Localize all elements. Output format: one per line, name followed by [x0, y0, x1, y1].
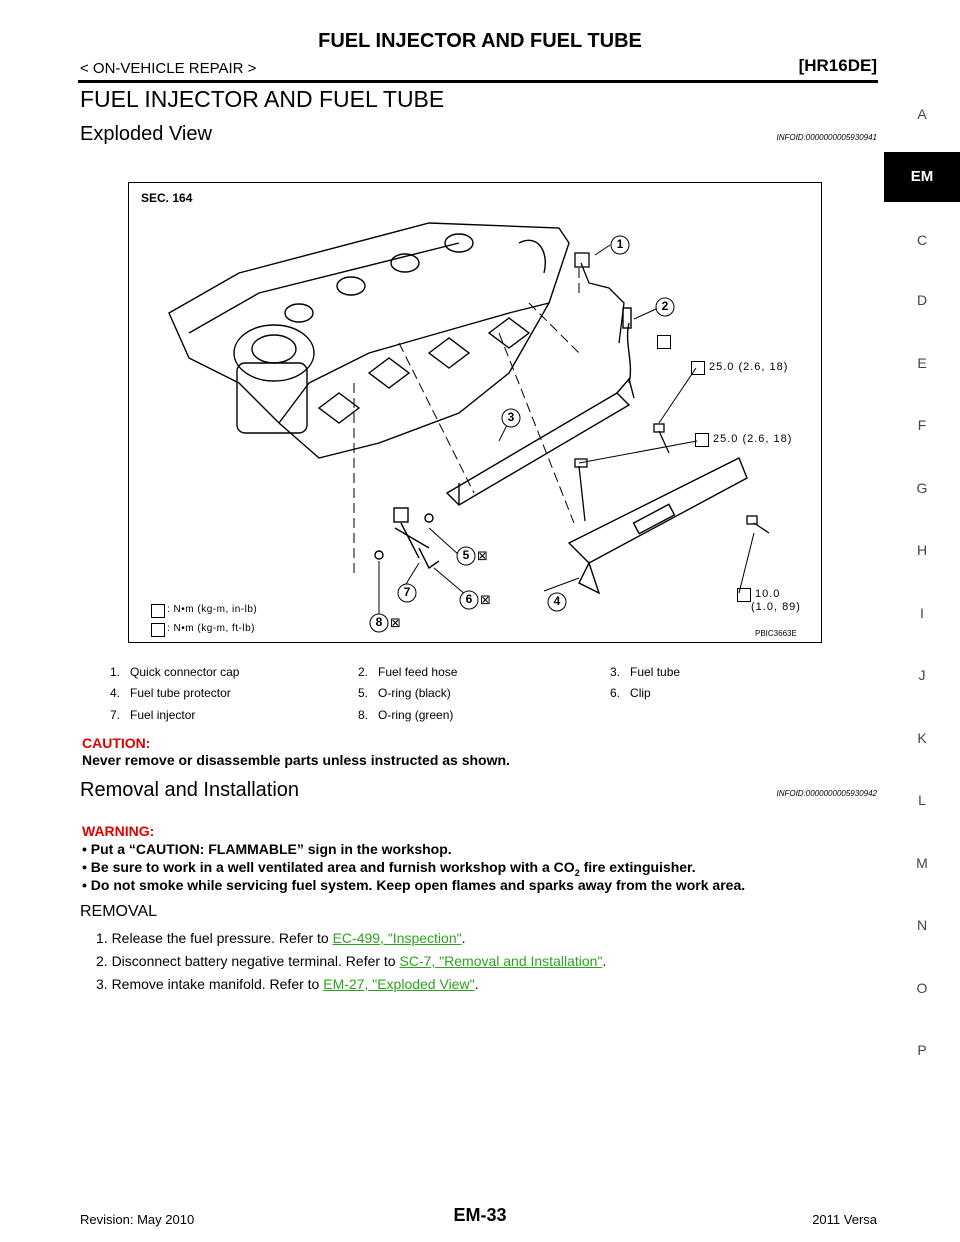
- warning-item-1: • Put a “CAUTION: FLAMMABLE” sign in the workshop.: [82, 841, 452, 857]
- tab-g[interactable]: G: [916, 480, 928, 496]
- tab-m[interactable]: M: [916, 855, 928, 871]
- step-text-end: .: [474, 976, 479, 992]
- header-rule: [78, 80, 878, 83]
- part-4: [110, 686, 231, 700]
- tab-c[interactable]: C: [916, 232, 928, 248]
- warning-item-2: [82, 859, 696, 878]
- part-number: 3.: [610, 665, 621, 679]
- part-2: [358, 665, 457, 679]
- warning-item-2-text-end: fire extinguisher.: [579, 859, 696, 875]
- tab-o[interactable]: O: [916, 980, 928, 996]
- part-name: Quick connector cap: [130, 665, 240, 679]
- part-number: 2.: [358, 665, 369, 679]
- figure-section-number: SEC. 164: [141, 191, 193, 205]
- do-not-reuse-icon-oring: ⊠: [390, 615, 401, 630]
- warning-item-2-subscript: 2: [574, 867, 580, 878]
- torque-spec-2: 25.0 (2.6, 18): [713, 433, 793, 445]
- part-number: 7.: [110, 708, 121, 722]
- part-number: 1.: [110, 665, 121, 679]
- unit-icon-ft-lb: [151, 623, 165, 637]
- step-text-end: .: [602, 953, 607, 969]
- part-name: Fuel tube protector: [130, 686, 231, 700]
- part-6: [610, 686, 651, 700]
- callout-1-label: 1: [616, 237, 624, 251]
- step-3-link[interactable]: EM-27, "Exploded View": [323, 976, 475, 992]
- removal-step-3: [96, 976, 478, 992]
- removal-installation-infoid: INFOID:0000000005930942: [776, 789, 877, 798]
- footer-revision: Revision: May 2010: [80, 1212, 195, 1227]
- callout-3-label: 3: [507, 410, 515, 424]
- warning-item-3: • Do not smoke while servicing fuel system. Keep open flames and sparks away from the work area.: [82, 877, 746, 893]
- exploded-view-heading: Exploded View: [80, 123, 212, 145]
- tab-k[interactable]: K: [917, 730, 927, 746]
- tab-p[interactable]: P: [917, 1042, 927, 1058]
- do-not-reuse-icon-clip: ⊠: [480, 592, 491, 607]
- part-name: Fuel feed hose: [378, 665, 458, 679]
- footer-page-number: EM-33: [453, 1205, 507, 1225]
- step-text-end: .: [461, 930, 466, 946]
- part-5: [358, 686, 451, 700]
- warning-item-2-text: • Be sure to work in a well ventilated area and furnish workshop with a CO: [82, 859, 575, 875]
- removal-installation-heading: Removal and Installation: [80, 779, 300, 801]
- tab-em[interactable]: EM: [884, 152, 960, 202]
- tab-h[interactable]: H: [916, 542, 928, 558]
- caution-text: Never remove or disassemble parts unless instructed as shown.: [82, 752, 510, 768]
- part-1: [110, 665, 239, 679]
- removal-heading: REMOVAL: [80, 903, 158, 920]
- page-title: FUEL INJECTOR AND FUEL TUBE: [80, 86, 445, 112]
- step-text: 2. Disconnect battery negative terminal. Refer to: [96, 953, 400, 969]
- tab-a[interactable]: A: [917, 106, 927, 122]
- torque-spec-3-units: (1.0, 89): [751, 601, 801, 613]
- tab-l[interactable]: L: [918, 792, 926, 808]
- removal-step-1: [96, 930, 465, 946]
- tab-n[interactable]: N: [916, 917, 928, 933]
- header-engine: [HR16DE]: [798, 56, 877, 75]
- part-3: [610, 665, 680, 679]
- callout-8-label: 8: [375, 615, 383, 629]
- part-number: 4.: [110, 686, 121, 700]
- part-name: O-ring (black): [378, 686, 451, 700]
- part-number: 8.: [358, 708, 369, 722]
- callout-markers: [129, 183, 821, 642]
- unit-in-lb: : N•m (kg-m, in-lb): [167, 604, 258, 615]
- part-name: O-ring (green): [378, 708, 454, 722]
- removal-step-2: [96, 953, 606, 969]
- part-number: 6.: [610, 686, 621, 700]
- part-name: Clip: [630, 686, 651, 700]
- torque-spec-1: 25.0 (2.6, 18): [709, 361, 789, 373]
- exploded-view-figure: [128, 182, 822, 643]
- part-8: [358, 708, 453, 722]
- step-2-link[interactable]: SC-7, "Removal and Installation": [399, 953, 603, 969]
- step-text: 1. Release the fuel pressure. Refer to: [96, 930, 333, 946]
- part-name: Fuel injector: [130, 708, 196, 722]
- figure-code: PBIC3663E: [755, 629, 797, 638]
- warning-label: WARNING:: [82, 823, 155, 839]
- step-1-link[interactable]: EC-499, "Inspection": [332, 930, 462, 946]
- unit-icon-in-lb: [151, 604, 165, 618]
- header-section: < ON-VEHICLE REPAIR >: [80, 60, 257, 77]
- torque-spec-3-value: 10.0: [755, 588, 781, 600]
- tab-e[interactable]: E: [917, 355, 927, 371]
- footer-model: 2011 Versa: [812, 1212, 877, 1227]
- step-text: 3. Remove intake manifold. Refer to: [96, 976, 324, 992]
- unit-ft-lb: : N•m (kg-m, ft-lb): [167, 623, 255, 634]
- callout-4-label: 4: [553, 594, 561, 608]
- part-name: Fuel tube: [630, 665, 681, 679]
- tab-f[interactable]: F: [917, 417, 927, 433]
- callout-5-label: 5: [462, 548, 470, 562]
- lubricate-icon: [657, 335, 671, 349]
- callout-6-label: 6: [465, 592, 473, 606]
- part-number: 5.: [358, 686, 369, 700]
- callout-2-label: 2: [661, 299, 669, 313]
- caution-label: CAUTION:: [82, 735, 151, 751]
- do-not-reuse-icon: ⊠: [477, 548, 488, 563]
- tab-j[interactable]: J: [918, 667, 926, 683]
- torque-icon-3: [737, 588, 751, 602]
- part-7: [110, 708, 195, 722]
- torque-icon-1: [691, 361, 705, 375]
- exploded-view-infoid: INFOID:0000000005930941: [776, 133, 877, 142]
- callout-7-label: 7: [403, 585, 411, 599]
- tab-d[interactable]: D: [916, 292, 928, 308]
- header-title: FUEL INJECTOR AND FUEL TUBE: [318, 30, 642, 52]
- tab-i[interactable]: I: [920, 605, 924, 621]
- torque-icon-2: [695, 433, 709, 447]
